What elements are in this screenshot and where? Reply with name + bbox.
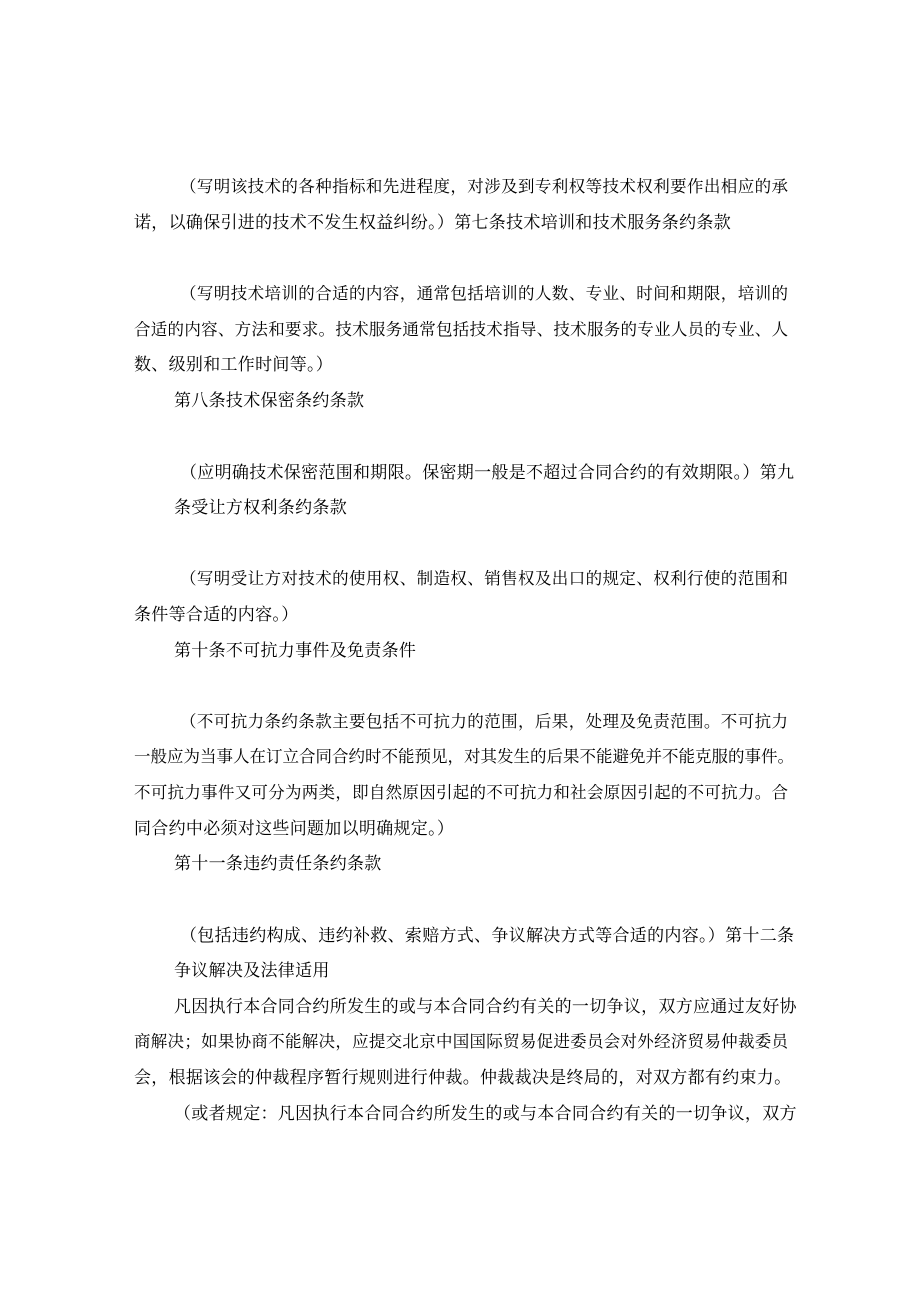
paragraph-line: 条件等合适的内容。）: [134, 605, 299, 625]
section-heading: 第八条技术保密条约条款: [174, 391, 365, 411]
paragraph-line: （写明技术培训的合适的内容，通常包括培训的人数、专业、时间和期限，培训的: [180, 284, 788, 303]
paragraph-line: （包括违约构成、违约补救、索赔方式、争议解决方式等合适的内容。）第十二条: [180, 926, 795, 946]
paragraph-line: （不可抗力条约条款主要包括不可抗力的范围，后果，处理及免责范围。不可抗力: [180, 712, 788, 731]
paragraph-line: 条受让方权利条约条款: [174, 498, 347, 518]
paragraph-line: （写明该技术的各种指标和先进程度，对涉及到专利权等技术权利要作出相应的承: [180, 177, 788, 196]
paragraph-line: 合适的内容、方法和要求。技术服务通常包括技术指导、技术服务的专业人员的专业、人: [134, 320, 788, 339]
section-heading: 第十一条违约责任条约条款: [174, 854, 382, 874]
paragraph-line: （写明受让方对技术的使用权、制造权、销售权及出口的规定、权利行使的范围和: [180, 569, 788, 588]
paragraph-line: 商解决；如果协商不能解决，应提交北京中国国际贸易促进委员会对外经济贸易仲裁委员: [134, 1032, 788, 1051]
section-heading: 第十条不可抗力事件及免责条件: [174, 641, 417, 661]
paragraph-line: 诺，以确保引进的技术不发生权益纠纷。）第七条技术培训和技术服务条约条款: [134, 213, 731, 233]
paragraph-line: 一般应为当事人在订立合同合约时不能预见，对其发生的后果不能避免并不能克服的事件。: [134, 747, 794, 766]
paragraph-line: 不可抗力事件又可分为两类，即自然原因引起的不可抗力和社会原因引起的不可抗力。合: [134, 783, 788, 802]
paragraph-line: （或者规定：凡因执行本合同合约所发生的或与本合同合约有关的一切争议，双方: [174, 1104, 797, 1124]
paragraph-line: 数、级别和工作时间等。）: [134, 355, 334, 375]
section-heading: 争议解决及法律适用: [174, 961, 330, 981]
paragraph-line: 凡因执行本合同合约所发生的或与本合同合约有关的一切争议，双方应通过友好协: [174, 997, 797, 1017]
paragraph-line: （应明确技术保密范围和期限。保密期一般是不超过合同合约的有效期限。）第九: [180, 463, 795, 483]
paragraph-line: 同合约中必须对这些问题加以明确规定。）: [134, 819, 455, 839]
paragraph-line: 会，根据该会的仲裁程序暂行规则进行仲裁。仲裁裁决是终局的，对双方都有约束力。: [134, 1068, 792, 1088]
